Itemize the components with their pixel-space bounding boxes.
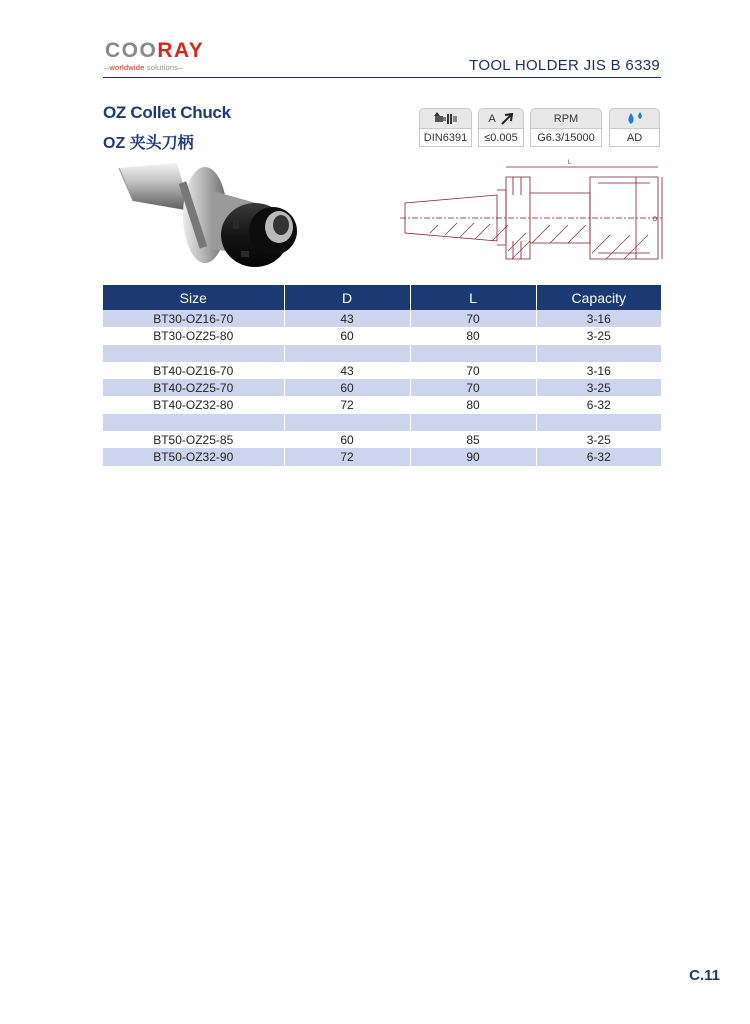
cell-d: 43 [284, 310, 410, 327]
cell-size: BT50-OZ25-85 [103, 431, 284, 448]
cell-d: 60 [284, 327, 410, 344]
dimension-label-diameter: D [653, 217, 658, 223]
spec-coolant-value: AD [609, 128, 660, 147]
spec-accuracy [478, 108, 524, 147]
cell-d: 72 [284, 448, 410, 465]
table-spacer-row [103, 414, 661, 431]
cell-size: BT30-OZ25-80 [103, 327, 284, 344]
cell-capacity: 3-25 [536, 379, 661, 396]
cell-size: BT50-OZ32-90 [103, 448, 284, 465]
cell-l: 90 [410, 448, 536, 465]
tagline-part1: worldwide [109, 63, 145, 72]
cell-d: 43 [284, 362, 410, 379]
cell-capacity: 3-25 [536, 327, 661, 344]
logo-text-part1: COO [105, 39, 158, 62]
table-row [103, 396, 661, 413]
cell-capacity: 3-16 [536, 362, 661, 379]
brand-logo [105, 40, 225, 72]
cell-capacity: 3-25 [536, 431, 661, 448]
spec-din [419, 108, 472, 147]
coolant-through-icon [433, 112, 459, 126]
column-header-l: L [410, 285, 536, 310]
spec-din-header [419, 108, 472, 128]
spec-din-value: DIN6391 [419, 128, 472, 147]
table-spacer-row [103, 345, 661, 362]
logo-tagline: –worldwide solutions– [105, 63, 183, 72]
cell-d: 72 [284, 396, 410, 413]
cell-l: 70 [410, 379, 536, 396]
column-header-d: D [284, 285, 410, 310]
cell-size: BT40-OZ32-80 [103, 396, 284, 413]
spec-table [103, 285, 661, 466]
table-row [103, 310, 661, 327]
cell-size: BT40-OZ16-70 [103, 362, 284, 379]
column-header-size: Size [103, 285, 284, 310]
spec-coolant [609, 108, 660, 147]
spec-coolant-header [609, 108, 660, 128]
product-title-cn: OZ 夹头刀柄 [103, 135, 194, 152]
dimension-label-length: L [568, 160, 572, 166]
product-title-en: OZ Collet Chuck [103, 103, 231, 122]
spec-rpm-value: G6.3/15000 [530, 128, 602, 147]
cell-l: 80 [410, 396, 536, 413]
cell-capacity: 6-32 [536, 448, 661, 465]
spec-accuracy-header [478, 108, 524, 128]
table-row [103, 379, 661, 396]
cell-d: 60 [284, 379, 410, 396]
cell-size: BT30-OZ16-70 [103, 310, 284, 327]
product-photo [113, 153, 305, 271]
cell-size: BT40-OZ25-70 [103, 379, 284, 396]
spec-accuracy-label: A [488, 112, 496, 125]
technical-drawing [400, 155, 665, 273]
header-divider [103, 77, 661, 78]
cell-capacity: 3-16 [536, 310, 661, 327]
cell-capacity: 6-32 [536, 396, 661, 413]
page-number: C.11 [689, 967, 720, 984]
coolant-drops-icon [624, 111, 646, 126]
table-row [103, 448, 661, 465]
spec-accuracy-value: ≤0.005 [478, 128, 524, 147]
cell-l: 70 [410, 362, 536, 379]
accuracy-arrow-icon [500, 113, 514, 125]
spec-rpm [530, 108, 602, 147]
table-row [103, 362, 661, 379]
logo-wordmark [105, 40, 225, 62]
table-row [103, 327, 661, 344]
cell-l: 80 [410, 327, 536, 344]
tagline-part2: solutions [144, 63, 179, 72]
spec-rpm-header: RPM [530, 108, 602, 128]
logo-text-part2: RAY [157, 39, 205, 62]
cell-l: 85 [410, 431, 536, 448]
column-header-capacity: Capacity [536, 285, 661, 310]
table-header-row [103, 285, 661, 310]
cell-l: 70 [410, 310, 536, 327]
table-row [103, 431, 661, 448]
cell-d: 60 [284, 431, 410, 448]
header-title: TOOL HOLDER JIS B 6339 [469, 57, 660, 74]
